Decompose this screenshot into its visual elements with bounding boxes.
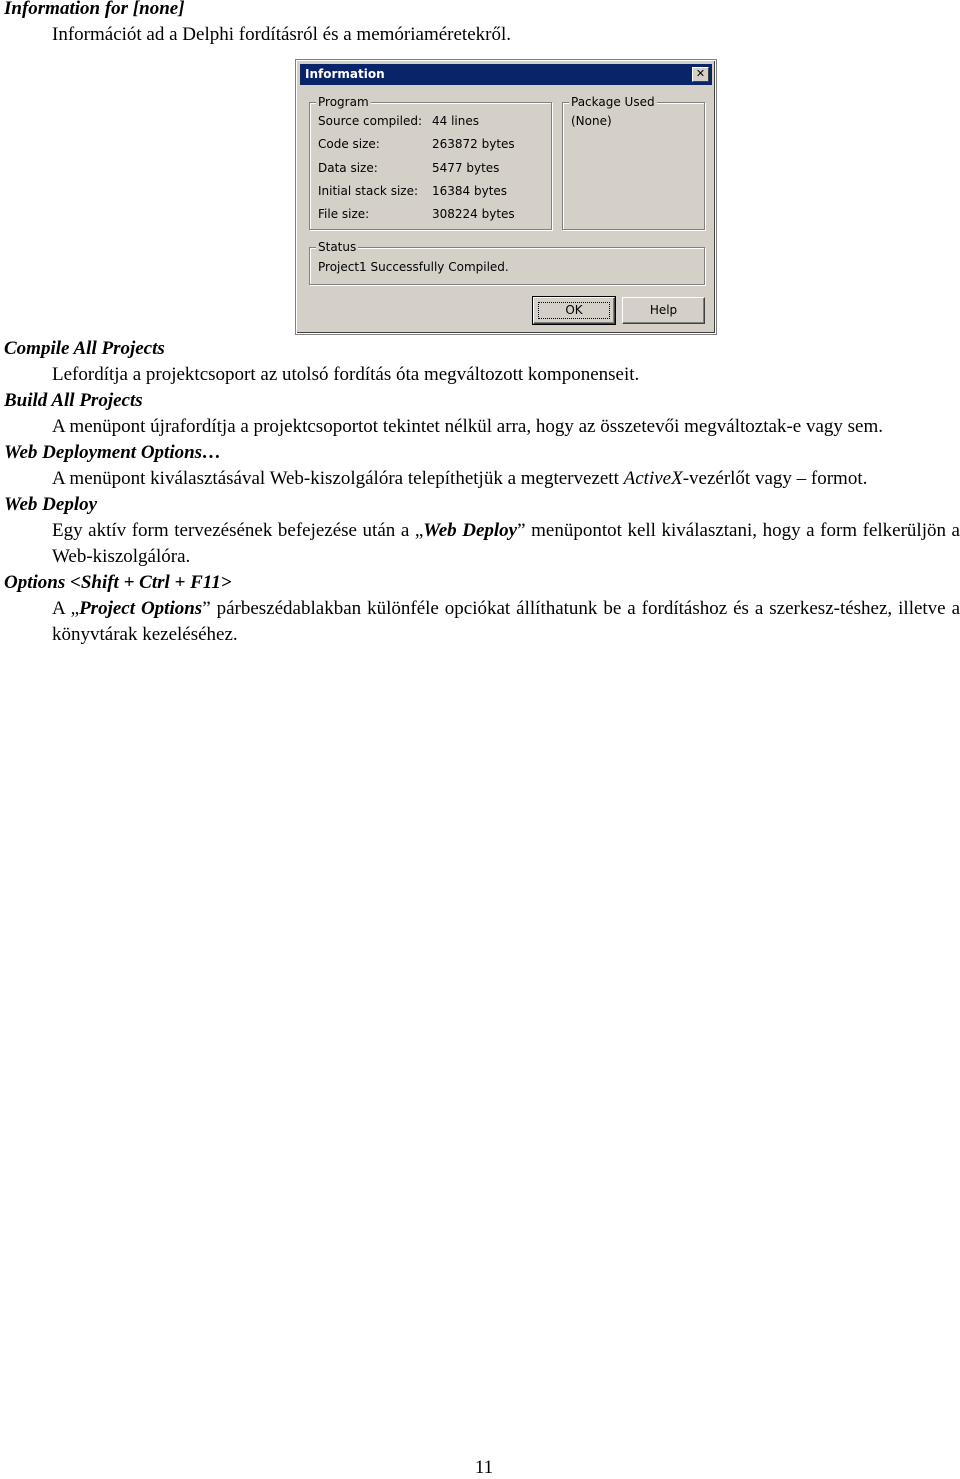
row-label: Initial stack size:	[318, 184, 419, 198]
entry-body: Lefordítja a projektcsoport az utolsó fordítás óta megváltozott komponenseit.	[52, 364, 640, 385]
package-group	[562, 95, 705, 230]
program-row	[318, 184, 508, 198]
program-row	[318, 207, 515, 221]
entry-body: A menüpont újrafordítja a projektcsoportot tekintet nélkül arra, hogy az összetevői megváltoztak-e vagy sem.	[52, 416, 883, 437]
section-information	[0, 0, 960, 48]
body-emphasis: ActiveX	[623, 468, 683, 489]
focus-rect	[538, 302, 610, 319]
body-text: A „	[52, 598, 80, 619]
row-label: Data size:	[318, 161, 378, 175]
body-text: ” menüpontot kell kiválasztani, hogy a form felkerüljön a Web-kiszolgálóra.	[52, 520, 960, 567]
ok-button[interactable]	[533, 297, 615, 324]
body-text: -vezérlőt vagy – formot.	[682, 468, 868, 489]
entries	[0, 336, 960, 648]
row-label: Source compiled:	[318, 114, 422, 128]
row-value: 5477 bytes	[432, 161, 500, 175]
help-button[interactable]	[622, 297, 705, 324]
entry-title: Web Deployment Options…	[4, 442, 222, 463]
help-button-label: Help	[649, 303, 678, 317]
entry-title: Web Deploy	[4, 494, 98, 515]
page-number: 11	[474, 1457, 494, 1478]
entry-title: Compile All Projects	[4, 338, 165, 359]
body-text: ” párbeszédablakban különféle opciókat állíthatunk be a fordításhoz és a szerkesz-téshez, illetve a könyvtárak kezeléséhez.	[52, 598, 960, 645]
program-row	[318, 114, 479, 128]
entry-body	[52, 518, 960, 570]
row-label: Code size:	[318, 137, 380, 151]
program-row	[318, 137, 515, 151]
program-group	[309, 95, 552, 230]
status-group-label: Status	[318, 240, 357, 254]
row-value: 16384 bytes	[432, 184, 508, 198]
package-group-label: Package Used	[571, 95, 655, 109]
body-text: Egy aktív form tervezésének befejezése után a „	[52, 520, 424, 541]
package-value: (None)	[571, 114, 612, 128]
dialog-title: Information	[305, 67, 385, 81]
body-text: A menüpont kiválasztásával Web-kiszolgálóra telepíthetjük a megtervezett	[52, 468, 624, 489]
row-value: 44 lines	[432, 114, 479, 128]
ok-button-label: OK	[565, 303, 583, 317]
program-group-label: Program	[318, 95, 369, 109]
entry-title: Build All Projects	[4, 390, 143, 411]
body-emphasis: Project Options	[79, 598, 203, 619]
entry-body: Információt ad a Delphi fordításról és a memóriaméretekről.	[52, 24, 511, 45]
entry-title: Information for [none]	[4, 0, 185, 19]
information-dialog	[296, 60, 716, 334]
program-row	[318, 161, 500, 175]
entry-title: Options <Shift + Ctrl + F11>	[4, 572, 232, 593]
status-value: Project1 Successfully Compiled.	[318, 260, 509, 274]
row-label: File size:	[318, 207, 370, 221]
status-group	[309, 240, 705, 285]
row-value: 263872 bytes	[432, 137, 515, 151]
close-icon[interactable]: ✕	[692, 67, 709, 82]
entry-body	[52, 466, 960, 492]
body-emphasis: Web Deploy	[423, 520, 518, 541]
row-value: 308224 bytes	[432, 207, 515, 221]
entry-body	[52, 596, 960, 648]
dialog-titlebar	[300, 64, 712, 85]
